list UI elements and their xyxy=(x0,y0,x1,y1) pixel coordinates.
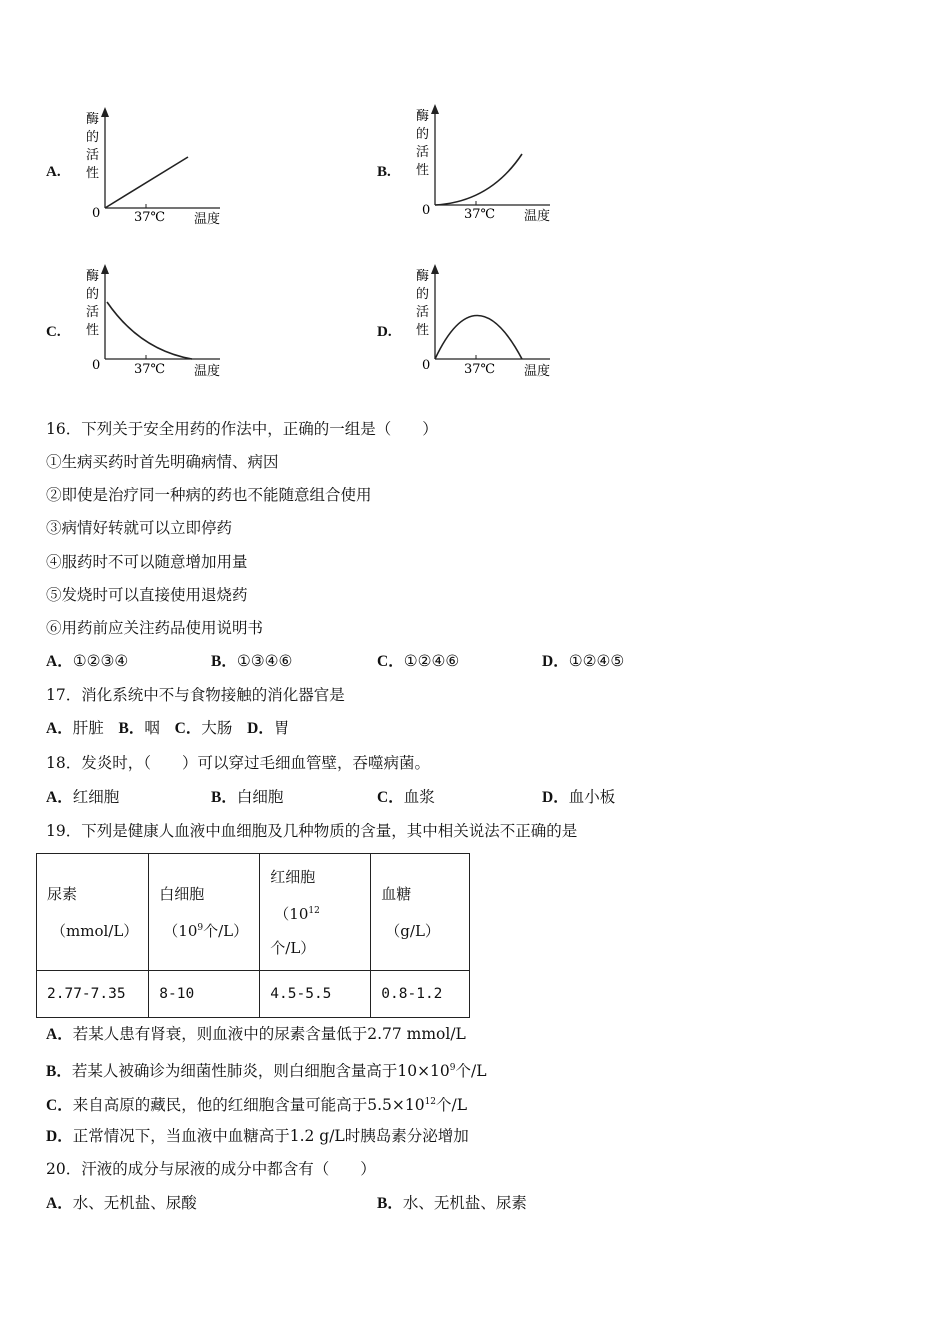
ylabel-char: 活 xyxy=(86,305,100,320)
graph-a xyxy=(80,105,240,235)
origin-label: 0 xyxy=(422,203,431,218)
ylabel-char: 酶 xyxy=(416,269,430,284)
q17-option-d[interactable]: D．胃 xyxy=(247,719,290,737)
ylabel-char: 酶 xyxy=(86,112,100,127)
q19-option-d[interactable]: D．正常情况下，当血液中血糖高于1.2 g/L时胰岛素分泌增加 xyxy=(46,1127,469,1145)
graph-b xyxy=(410,102,570,232)
ylabel-char: 性 xyxy=(416,163,430,178)
q16-option-d[interactable]: D．①②④⑤ xyxy=(542,652,625,670)
q18-option-c[interactable]: C．血浆 xyxy=(377,788,435,806)
ylabel-char: 性 xyxy=(416,323,430,338)
graph-d-curve xyxy=(435,316,522,360)
x-axis-label: 温度 xyxy=(194,212,221,227)
ylabel-char: 的 xyxy=(416,287,430,302)
origin-label: 0 xyxy=(422,358,431,373)
ylabel-char: 活 xyxy=(416,305,430,320)
x-axis-label: 温度 xyxy=(524,364,551,379)
q20-option-b[interactable]: B．水、无机盐、尿素 xyxy=(377,1194,527,1212)
graph-d xyxy=(410,262,570,392)
q17-stem: 17．消化系统中不与食物接触的消化器官是 xyxy=(46,686,345,704)
q19-option-c[interactable]: C．来自高原的藏民，他的红细胞含量可能高于$5.5\times 10^{12}$个/L xyxy=(46,1096,468,1115)
graph-c-curve xyxy=(107,302,192,359)
tick-label: 37℃ xyxy=(134,210,166,225)
q17-option-b[interactable]: B．咽 xyxy=(118,719,160,737)
table-cell: 0.8-1.2 xyxy=(371,971,470,1018)
graph-b-label: B. xyxy=(377,164,391,180)
ylabel-char: 活 xyxy=(416,145,430,160)
graph-a-label: A. xyxy=(46,164,61,180)
ylabel-char: 的 xyxy=(86,130,100,145)
q16-item-6: ⑥用药前应关注药品使用说明书 xyxy=(46,619,264,637)
q16-option-c[interactable]: C．①②④⑥ xyxy=(377,652,460,670)
q19-option-b[interactable]: B．若某人被确诊为细菌性肺炎，则白细胞含量高于$10\times 10^9$个/L xyxy=(46,1062,487,1081)
q16-option-b[interactable]: B．①③④⑥ xyxy=(211,652,293,670)
q20-option-a[interactable]: A．水、无机盐、尿酸 xyxy=(46,1194,197,1212)
ylabel-char: 性 xyxy=(86,166,100,181)
graph-a-curve xyxy=(105,157,188,208)
q17-options xyxy=(46,717,289,740)
table-header-cell: 血糖 （g/L） xyxy=(371,854,470,971)
ylabel-char: 的 xyxy=(86,287,100,302)
table-header-cell: 尿素 （mmol/L） xyxy=(37,854,149,971)
ylabel-char: 的 xyxy=(416,127,430,142)
table-cell: 8-10 xyxy=(149,971,260,1018)
x-axis-label: 温度 xyxy=(524,209,551,224)
graph-c xyxy=(80,262,240,392)
table-header-cell: 白细胞 （$10^9$个/L） xyxy=(149,854,260,971)
ylabel-char: 酶 xyxy=(416,109,430,124)
x-axis-label: 温度 xyxy=(194,364,221,379)
table-cell: 2.77-7.35 xyxy=(37,971,149,1018)
tick-label: 37℃ xyxy=(464,207,496,222)
blood-table xyxy=(36,853,470,1018)
graph-b-curve xyxy=(435,154,522,205)
table-header-row xyxy=(37,854,470,971)
q18-option-a[interactable]: A．红细胞 xyxy=(46,788,120,806)
tick-label: 37℃ xyxy=(464,362,496,377)
ylabel-char: 性 xyxy=(86,323,100,338)
q19-stem: 19．下列是健康人血液中血细胞及几种物质的含量，其中相关说法不正确的是 xyxy=(46,822,578,840)
q16-item-3: ③病情好转就可以立即停药 xyxy=(46,519,233,537)
tick-label: 37℃ xyxy=(134,362,166,377)
q16-option-a[interactable]: A．①②③④ xyxy=(46,652,129,670)
q19-option-a[interactable]: A．若某人患有肾衰，则血液中的尿素含量低于2.77 mmol/L xyxy=(46,1025,466,1043)
table-cell: 4.5-5.5 xyxy=(260,971,371,1018)
graph-d-label: D. xyxy=(377,324,392,340)
q16-stem: 16．下列关于安全用药的作法中，正确的一组是（ ） xyxy=(46,420,438,438)
ylabel-char: 活 xyxy=(86,148,100,163)
q16-item-1: ①生病买药时首先明确病情、病因 xyxy=(46,453,279,471)
q16-item-5: ⑤发烧时可以直接使用退烧药 xyxy=(46,586,248,604)
origin-label: 0 xyxy=(92,206,101,221)
q18-option-d[interactable]: D．血小板 xyxy=(542,788,616,806)
q18-stem: 18．发炎时，（ ）可以穿过毛细血管壁，吞噬病菌。 xyxy=(46,754,430,772)
origin-label: 0 xyxy=(92,358,101,373)
q17-option-a[interactable]: A．肝脏 xyxy=(46,719,104,737)
table-header-cell: 红细胞 （$10^{12}$ 个/L） xyxy=(260,854,371,971)
graph-c-label: C. xyxy=(46,324,61,340)
q20-stem: 20．汗液的成分与尿液的成分中都含有（ ） xyxy=(46,1160,376,1178)
q18-option-b[interactable]: B．白细胞 xyxy=(211,788,284,806)
ylabel-char: 酶 xyxy=(86,269,100,284)
table-row xyxy=(37,971,470,1018)
q17-option-c[interactable]: C．大肠 xyxy=(174,719,233,737)
q16-item-4: ④服药时不可以随意增加用量 xyxy=(46,553,248,571)
q16-item-2: ②即使是治疗同一种病的药也不能随意组合使用 xyxy=(46,486,372,504)
